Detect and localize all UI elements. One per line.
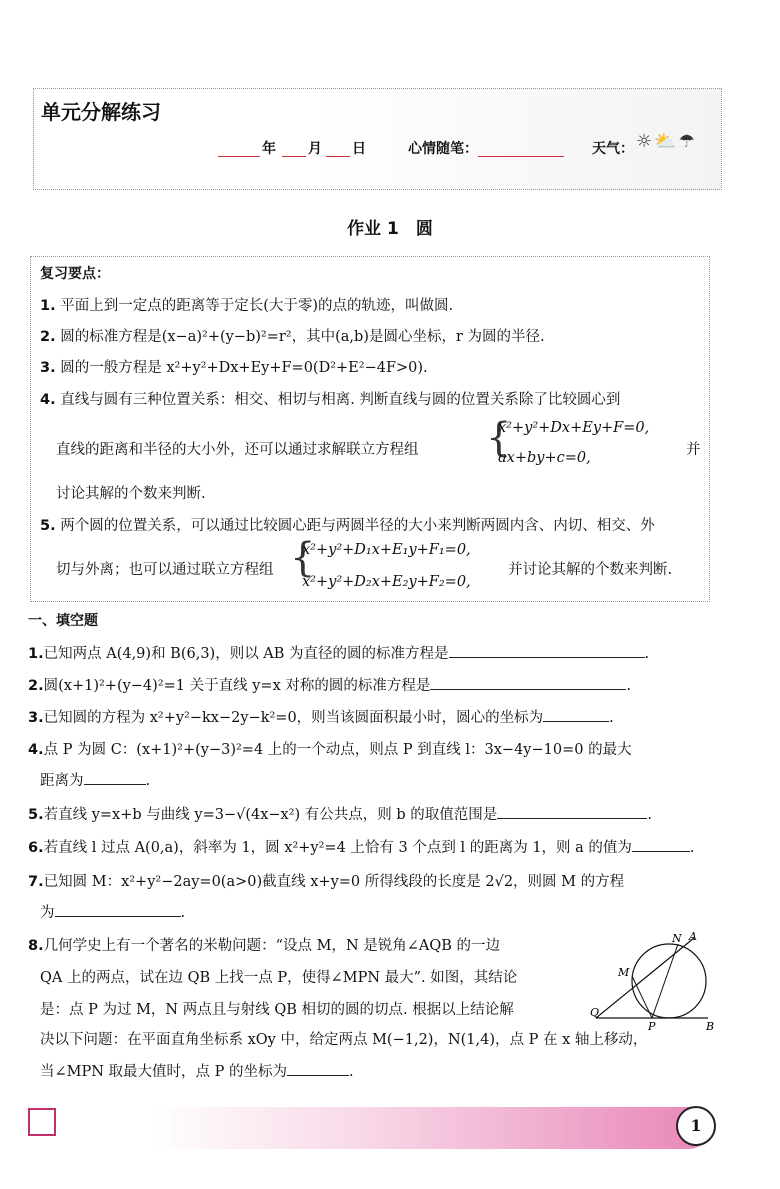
page-number: 1 [676, 1106, 716, 1146]
q-text: 已知圆的方程为 x²+y²−kx−2y−k²=0，则当该圆面积最小时，圆心的坐标为 [43, 710, 544, 726]
label-P: P [648, 1020, 656, 1030]
sun-cloud-icon: ⛅ [654, 131, 679, 152]
q-number: 6. [28, 840, 44, 856]
item-number: 5. [40, 518, 56, 534]
item-number: 2. [40, 329, 56, 345]
question-8 [28, 934, 500, 955]
q-text: 距离为 [40, 773, 84, 789]
q-text: 是：点 P 为过 M，N 两点且与射线 QB 相切的圆的切点. 根据以上结论解 [40, 1002, 514, 1018]
equation: ax+by+c=0, [498, 450, 591, 466]
answer-blank[interactable] [497, 804, 647, 819]
q-text: 当∠MPN 取最大值时，点 P 的坐标为 [40, 1064, 288, 1080]
review-item [40, 388, 620, 409]
q-text: QA 上的两点，试在边 QB 上找一点 P，使得∠MPN 最大”. 如图，其结论 [40, 970, 518, 986]
weather-label: 天气： [592, 141, 634, 157]
review-item [40, 294, 453, 315]
question-6 [28, 836, 695, 857]
footer-band [150, 1107, 710, 1149]
q-text: 决以下问题：在平面直角坐标系 xOy 中，给定两点 M(−1,2)，N(1,4)，点 P 在 x 轴上移动， [40, 1032, 648, 1048]
day-blank [326, 140, 350, 157]
label-M: M [618, 966, 630, 979]
miller-figure [590, 920, 720, 1030]
question-1 [28, 642, 649, 663]
q-text: 几何学史上有一个著名的米勒问题：“设点 M，N 是锐角∠AQB 的一边 [43, 938, 501, 954]
answer-blank[interactable] [449, 643, 645, 658]
q-text: 已知两点 A(4,9)和 B(6,3)，则以 AB 为直径的圆的标准方程是 [43, 646, 449, 662]
day-label: 日 [352, 141, 366, 157]
sun-icon: ☼ [636, 131, 655, 152]
question-7-cont [40, 901, 185, 922]
q-end: . [644, 646, 650, 662]
corner-box [28, 1108, 56, 1136]
q-end: . [180, 905, 186, 921]
answer-blank[interactable] [84, 770, 146, 785]
ray-QA [596, 938, 694, 1018]
item-number: 3. [40, 360, 56, 376]
q-text: 圆(x+1)²+(y−4)²=1 关于直线 y=x 对称的圆的标准方程是 [43, 678, 431, 694]
segment-NP [652, 944, 678, 1018]
item-text-cont: 并 [686, 442, 701, 458]
item-text: 两个圆的位置关系，可以通过比较圆心距与两圆半径的大小来判断两圆内含、内切、相交、外 [60, 518, 655, 534]
q-number: 8. [28, 938, 44, 954]
review-item [40, 514, 655, 535]
item-text: 圆的一般方程是 x²+y²+Dx+Ey+F=0(D²+E²−4F>0). [60, 360, 428, 376]
item-text: 直线与圆有三种位置关系：相交、相切与相离. 判断直线与圆的位置关系除了比较圆心到 [60, 392, 621, 408]
label-Q: Q [590, 1006, 600, 1019]
month-label: 月 [308, 141, 322, 157]
review-item [40, 325, 545, 346]
q-text: 为 [40, 905, 55, 921]
q-text: 已知圆 M：x²+y²−2ay=0(a>0)截直线 x+y=0 所得线段的长度是 2√2，则圆 M 的方程 [43, 874, 625, 890]
equation: x²+y²+Dx+Ey+F=0, [498, 420, 650, 436]
equation: x²+y²+D₁x+E₁y+F₁=0, [302, 542, 471, 558]
mood-blank [478, 140, 564, 157]
rain-cloud-icon: ☂ [678, 131, 697, 152]
answer-blank[interactable] [287, 1061, 349, 1076]
item-text-cont: 直线的距离和半径的大小外，还可以通过求解联立方程组 [56, 442, 419, 458]
homework-title: 作业 1 圆 [347, 219, 433, 239]
question-5 [28, 803, 652, 824]
label-B: B [706, 1020, 715, 1030]
review-item [40, 356, 428, 377]
unit-title: 单元分解练习 [41, 100, 161, 124]
q-number: 4. [28, 742, 44, 758]
item-text-cont: 讨论其解的个数来判断. [56, 486, 206, 502]
label-N: N [672, 932, 682, 945]
month-blank [282, 140, 306, 157]
system-brace: { [486, 415, 512, 461]
q-end: . [609, 710, 614, 726]
q-number: 7. [28, 874, 44, 890]
question-4 [28, 738, 632, 759]
year-label: 年 [262, 141, 276, 157]
item-text: 平面上到一定点的距离等于定长(大于零)的点的轨迹，叫做圆. [60, 298, 454, 314]
q-end: . [689, 840, 695, 856]
answer-blank[interactable] [430, 675, 626, 690]
system-brace: { [290, 535, 316, 581]
tangent-circle [632, 944, 706, 1018]
weather-icons [636, 131, 697, 152]
answer-blank[interactable] [632, 837, 690, 852]
q-text: 若直线 y=x+b 与曲线 y=3−√(4x−x²) 有公共点，则 b 的取值范围是 [43, 807, 498, 823]
q-number: 2. [28, 678, 44, 694]
label-A: A [689, 930, 697, 943]
question-2 [28, 674, 631, 695]
q-end: . [145, 773, 151, 789]
q-text: 若直线 l 过点 A(0,a)，斜率为 1，圆 x²+y²=4 上恰有 3 个点到 l 的距离为 1，则 a 的值为 [43, 840, 632, 856]
item-text: 圆的标准方程是(x−a)²+(y−b)²=r²，其中(a,b)是圆心坐标，r 为圆的半径. [60, 329, 545, 345]
item-text-cont: 并讨论其解的个数来判断. [508, 562, 673, 578]
item-number: 1. [40, 298, 56, 314]
q-number: 1. [28, 646, 44, 662]
question-4-cont [40, 769, 150, 790]
q-number: 5. [28, 807, 44, 823]
section-title: 一、填空题 [28, 613, 98, 629]
year-blank [218, 140, 260, 157]
equation: x²+y²+D₂x+E₂y+F₂=0, [302, 574, 471, 590]
q-end: . [626, 678, 631, 694]
item-number: 4. [40, 392, 56, 408]
q-end: . [349, 1064, 354, 1080]
review-title: 复习要点： [40, 266, 110, 282]
question-3 [28, 706, 614, 727]
q-number: 3. [28, 710, 44, 726]
item-text-cont: 切与外离；也可以通过联立方程组 [56, 562, 274, 578]
mood-label: 心情随笔： [408, 141, 478, 157]
answer-blank[interactable] [55, 902, 181, 917]
q-end: . [647, 807, 652, 823]
q-text: 点 P 为圆 C：(x+1)²+(y−3)²=4 上的一个动点，则点 P 到直线 l：3x−4y−10=0 的最大 [43, 742, 632, 758]
question-7 [28, 870, 624, 891]
question-8-cont [40, 1060, 354, 1081]
answer-blank[interactable] [543, 707, 609, 722]
